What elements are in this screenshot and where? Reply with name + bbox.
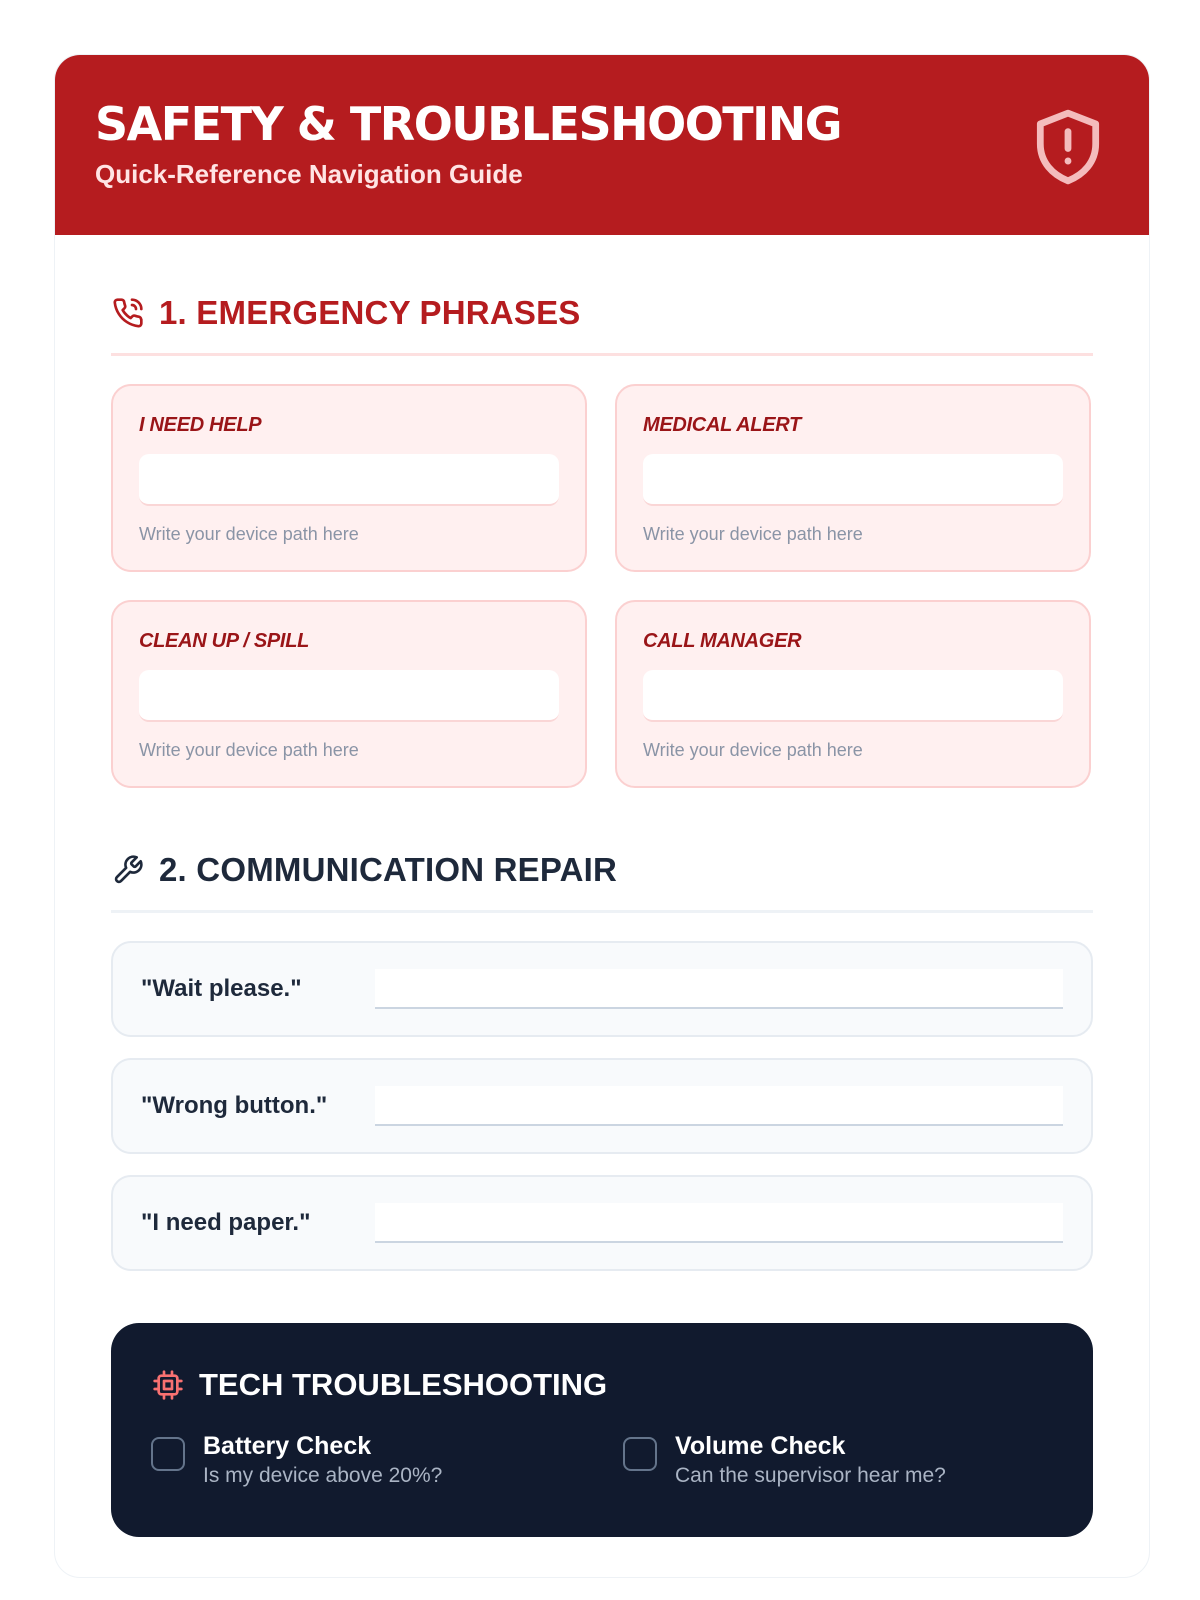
phrase-hint: Write your device path here (139, 740, 359, 760)
tech-heading (151, 1367, 1053, 1403)
page-title: SAFETY & TROUBLESHOOTING (95, 97, 842, 151)
check-title: Volume Check (675, 1432, 846, 1460)
check-item-battery (151, 1431, 623, 1491)
guide-card (54, 54, 1150, 1578)
emergency-grid (111, 384, 1093, 788)
guide-header (55, 55, 1149, 235)
battery-checkbox[interactable] (151, 1437, 185, 1471)
shield-alert-icon (1031, 107, 1105, 187)
check-text (203, 1431, 442, 1491)
tech-checklist (151, 1431, 1053, 1491)
check-item-volume (623, 1431, 1063, 1491)
section-divider (111, 910, 1093, 913)
emergency-heading (111, 293, 1093, 333)
phrase-label: CALL MANAGER (643, 630, 802, 652)
phrase-hint: Write your device path here (643, 740, 863, 760)
phrase-hint: Write your device path here (139, 524, 359, 544)
repair-input-wrong-button[interactable] (375, 1086, 1063, 1126)
section-divider (111, 353, 1093, 356)
wrench-icon (111, 853, 145, 887)
emergency-title: 1. EMERGENCY PHRASES (159, 294, 581, 331)
chip-icon (151, 1368, 185, 1402)
repair-input-paper[interactable] (375, 1203, 1063, 1243)
emergency-section (55, 293, 1149, 788)
check-subtitle: Is my device above 20%? (203, 1464, 443, 1487)
repair-row-paper (111, 1175, 1093, 1271)
repair-list (111, 941, 1093, 1271)
repair-heading (111, 850, 1093, 890)
repair-row-wrong-button (111, 1058, 1093, 1154)
volume-checkbox[interactable] (623, 1437, 657, 1471)
phrase-input-spill[interactable] (139, 670, 559, 722)
page-subtitle: Quick-Reference Navigation Guide (95, 159, 523, 189)
repair-label: "Wrong button." (141, 1092, 328, 1119)
repair-label: "Wait please." (141, 975, 302, 1002)
phrase-input-medical[interactable] (643, 454, 1063, 506)
tech-panel (111, 1323, 1093, 1537)
phrase-label: CLEAN UP / SPILL (139, 630, 310, 652)
repair-title: 2. COMMUNICATION REPAIR (159, 851, 618, 888)
check-subtitle: Can the supervisor hear me? (675, 1464, 946, 1487)
phone-call-icon (111, 296, 145, 330)
phrase-input-manager[interactable] (643, 670, 1063, 722)
check-title: Battery Check (203, 1432, 372, 1460)
repair-row-wait (111, 941, 1093, 1037)
repair-input-wait[interactable] (375, 969, 1063, 1009)
phrase-card-medical (615, 384, 1091, 572)
phrase-label: I NEED HELP (139, 414, 262, 436)
phrase-input-help[interactable] (139, 454, 559, 506)
repair-section (55, 850, 1149, 1271)
phrase-card-help (111, 384, 587, 572)
check-text (675, 1431, 946, 1491)
phrase-hint: Write your device path here (643, 524, 863, 544)
repair-label: "I need paper." (141, 1209, 311, 1236)
tech-title: TECH TROUBLESHOOTING (199, 1367, 608, 1402)
phrase-card-spill (111, 600, 587, 788)
phrase-card-manager (615, 600, 1091, 788)
phrase-label: MEDICAL ALERT (643, 414, 801, 436)
